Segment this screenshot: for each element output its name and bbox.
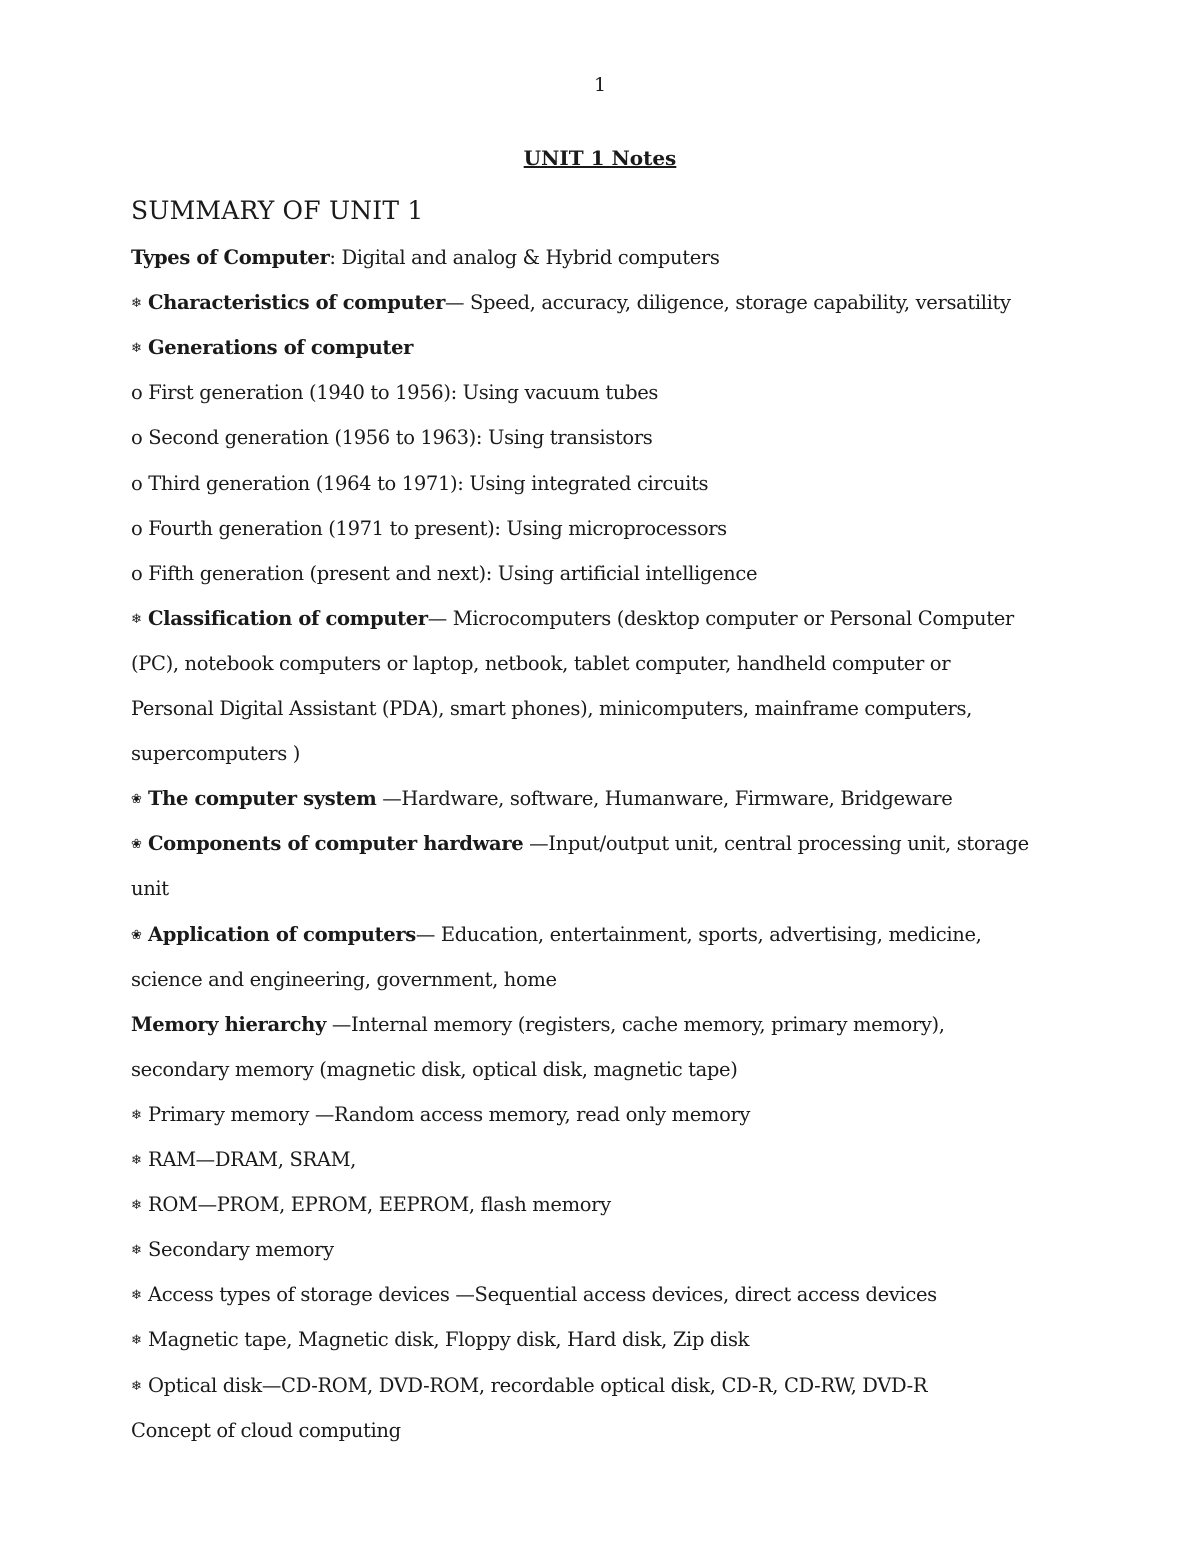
line-text: : Digital and analog & Hybrid computers (329, 246, 720, 269)
line-text: — Speed, accuracy, diligence, storage capability, versatility (445, 291, 1011, 315)
summary-line (131, 874, 169, 904)
line-text: — Education, entertainment, sports, advertising, medicine, (415, 922, 982, 946)
line-text: unit (131, 877, 169, 901)
line-text: o Fourth generation (1971 to present): Using microprocessors (131, 516, 727, 540)
line-text: Secondary memory (148, 1238, 334, 1262)
line-text: ROM—PROM, EPROM, EEPROM, flash memory (148, 1193, 611, 1217)
summary-line (131, 1145, 356, 1176)
bullet-icon: ❄ (131, 1288, 142, 1304)
summary-line (131, 1325, 749, 1356)
bullet-icon: ❄ (131, 341, 142, 357)
bullet-icon: ❄ (131, 296, 142, 312)
line-text: secondary memory (magnetic disk, optical disk, magnetic tape) (131, 1057, 738, 1081)
document-title: UNIT 1 Notes (523, 146, 677, 170)
bold-term: Types of Computer (131, 246, 330, 269)
summary-line (131, 784, 952, 815)
summary-line (131, 1190, 611, 1221)
line-text: Optical disk—CD-ROM, DVD-ROM, recordable optical disk, CD-R, CD-RW, DVD-R (148, 1373, 928, 1397)
line-text: Magnetic tape, Magnetic disk, Floppy disk, Hard disk, Zip disk (148, 1328, 750, 1352)
bullet-icon: ❄ (131, 1153, 142, 1168)
line-text: Access types of storage devices —Sequential access devices, direct access devices (148, 1283, 937, 1307)
summary-line (131, 469, 708, 499)
bullet-icon: ❄ (131, 611, 142, 627)
summary-line (131, 604, 1014, 635)
bold-term: Application of computers (148, 922, 416, 946)
summary-line (131, 739, 300, 769)
bullet-icon: ❀ (131, 927, 142, 943)
summary-line (131, 1100, 750, 1131)
summary-line (131, 378, 658, 408)
summary-line (131, 1055, 738, 1085)
summary-line (131, 694, 972, 724)
bold-term: Classification of computer (148, 606, 428, 630)
line-text: —Hardware, software, Humanware, Firmware, Bridgeware (376, 787, 953, 811)
line-text: — Microcomputers (desktop computer or Personal Computer (427, 606, 1014, 630)
bold-term: The computer system (148, 787, 377, 811)
summary-line (131, 333, 413, 364)
bullet-icon: ❄ (131, 1243, 142, 1259)
summary-line (131, 1010, 945, 1040)
bullet-icon: ❄ (131, 1378, 142, 1394)
bullet-icon: ❄ (131, 1333, 142, 1349)
line-text: science and engineering, government, home (131, 967, 557, 991)
bold-term: Generations of computer (148, 336, 414, 360)
bold-term: Characteristics of computer (148, 291, 445, 315)
summary-line (131, 1280, 937, 1311)
bullet-icon: ❀ (131, 792, 142, 808)
bold-term: Components of computer hardware (148, 832, 524, 856)
summary-line (131, 1416, 401, 1446)
summary-heading: SUMMARY OF UNIT 1 (131, 196, 424, 225)
line-text: (PC), notebook computers or laptop, netbook, tablet computer, handheld computer or (131, 651, 951, 675)
line-text: supercomputers ) (131, 742, 301, 766)
summary-line (131, 1371, 927, 1402)
summary-line (131, 514, 727, 544)
bullet-icon: ❄ (131, 1107, 142, 1123)
line-text: o Fifth generation (present and next): Using artificial intelligence (131, 561, 758, 585)
line-text: Concept of cloud computing (131, 1418, 401, 1442)
line-text: Personal Digital Assistant (PDA), smart phones), minicomputers, mainframe computers, (131, 697, 972, 720)
summary-line (131, 829, 1029, 860)
summary-line (131, 649, 950, 679)
line-text: —Input/output unit, central processing unit, storage (523, 832, 1029, 856)
line-text: Primary memory —Random access memory, read only memory (148, 1102, 751, 1126)
line-text: o First generation (1940 to 1956): Using vacuum tubes (131, 381, 659, 405)
bullet-icon: ❄ (131, 1198, 142, 1214)
bold-term: Memory hierarchy (131, 1012, 326, 1036)
summary-line (131, 423, 652, 453)
bullet-icon: ❀ (131, 837, 142, 853)
page-number: 1 (593, 74, 607, 96)
line-text: o Third generation (1964 to 1971): Using integrated circuits (131, 471, 709, 495)
summary-line (131, 559, 757, 589)
line-text: —Internal memory (registers, cache memory, primary memory), (325, 1012, 945, 1036)
summary-line (131, 1235, 334, 1266)
summary-line (131, 920, 982, 951)
line-text: o Second generation (1956 to 1963): Using transistors (131, 426, 653, 450)
summary-line (131, 243, 720, 273)
summary-line (131, 288, 1011, 319)
line-text: RAM—DRAM, SRAM, (148, 1148, 357, 1171)
summary-line (131, 965, 557, 995)
